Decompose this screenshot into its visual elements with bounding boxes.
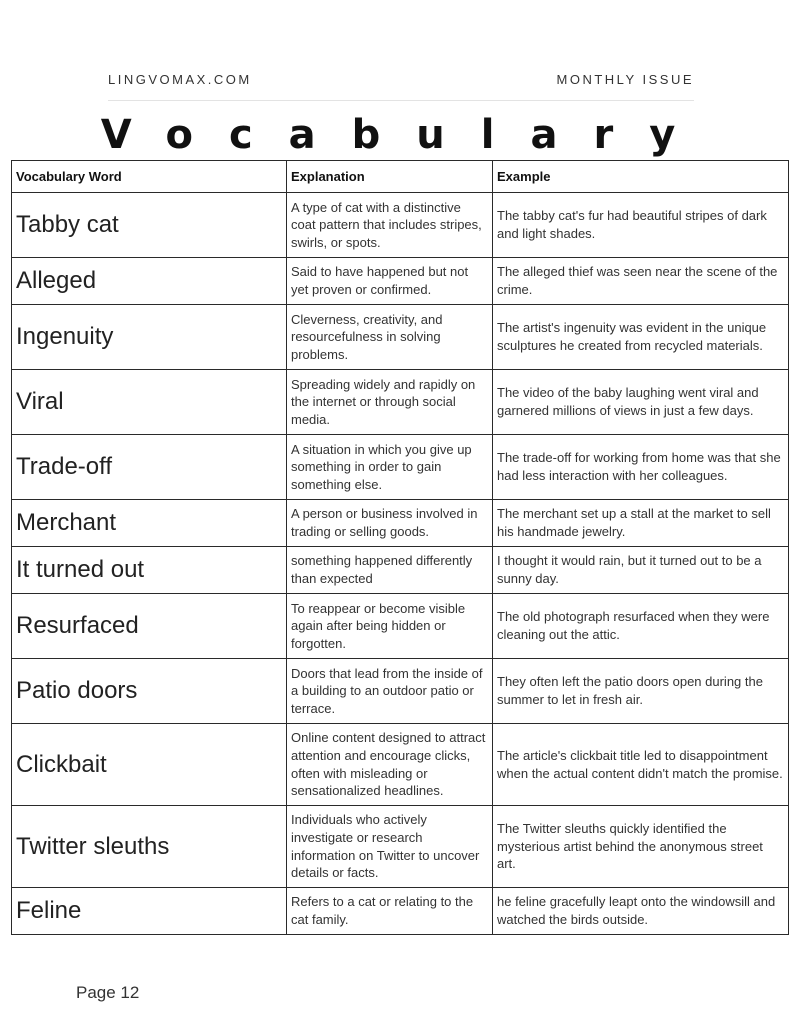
vocabulary-word: Viral bbox=[12, 370, 287, 435]
explanation-cell: something happened differently than expected bbox=[287, 547, 493, 594]
table-row bbox=[12, 258, 789, 305]
explanation-cell: A type of cat with a distinctive coat pattern that includes stripes, swirls, or spots. bbox=[287, 193, 493, 258]
vocabulary-word: Twitter sleuths bbox=[12, 806, 287, 888]
column-header-explanation: Explanation bbox=[287, 161, 493, 193]
explanation-cell: Said to have happened but not yet proven or confirmed. bbox=[287, 258, 493, 305]
vocabulary-table bbox=[11, 160, 789, 935]
vocabulary-word: It turned out bbox=[12, 547, 287, 594]
example-cell: The tabby cat's fur had beautiful stripes of dark and light shades. bbox=[493, 193, 789, 258]
explanation-cell: Online content designed to attract attention and encourage clicks, often with misleading or sensationalized headlines. bbox=[287, 724, 493, 806]
example-cell: he feline gracefully leapt onto the windowsill and watched the birds outside. bbox=[493, 888, 789, 935]
table-row bbox=[12, 888, 789, 935]
table-row bbox=[12, 806, 789, 888]
example-cell: The old photograph resurfaced when they were cleaning out the attic. bbox=[493, 594, 789, 659]
example-cell: The video of the baby laughing went viral and garnered millions of views in just a few days. bbox=[493, 370, 789, 435]
header-divider bbox=[108, 100, 694, 101]
explanation-cell: Cleverness, creativity, and resourcefulness in solving problems. bbox=[287, 305, 493, 370]
table-row bbox=[12, 547, 789, 594]
example-cell: I thought it would rain, but it turned out to be a sunny day. bbox=[493, 547, 789, 594]
table-row bbox=[12, 500, 789, 547]
table-row bbox=[12, 659, 789, 724]
site-name: LINGVOMAX.COM bbox=[108, 72, 252, 87]
table-row bbox=[12, 724, 789, 806]
vocabulary-word: Patio doors bbox=[12, 659, 287, 724]
table-row bbox=[12, 193, 789, 258]
table-row bbox=[12, 435, 789, 500]
example-cell: The Twitter sleuths quickly identified the mysterious artist behind the anonymous street art. bbox=[493, 806, 789, 888]
explanation-cell: A situation in which you give up something in order to gain something else. bbox=[287, 435, 493, 500]
vocabulary-word: Resurfaced bbox=[12, 594, 287, 659]
explanation-cell: Spreading widely and rapidly on the internet or through social media. bbox=[287, 370, 493, 435]
vocabulary-word: Feline bbox=[12, 888, 287, 935]
vocabulary-word: Trade-off bbox=[12, 435, 287, 500]
vocabulary-word: Clickbait bbox=[12, 724, 287, 806]
vocabulary-word: Alleged bbox=[12, 258, 287, 305]
explanation-cell: Refers to a cat or relating to the cat family. bbox=[287, 888, 493, 935]
issue-label: MONTHLY ISSUE bbox=[556, 72, 694, 87]
explanation-cell: A person or business involved in trading or selling goods. bbox=[287, 500, 493, 547]
page-title: Vocabulary bbox=[100, 112, 712, 158]
column-header-word: Vocabulary Word bbox=[12, 161, 287, 193]
example-cell: The artist's ingenuity was evident in the unique sculptures he created from recycled materials. bbox=[493, 305, 789, 370]
example-cell: The alleged thief was seen near the scene of the crime. bbox=[493, 258, 789, 305]
explanation-cell: Doors that lead from the inside of a building to an outdoor patio or terrace. bbox=[287, 659, 493, 724]
vocabulary-word: Merchant bbox=[12, 500, 287, 547]
table-header-row bbox=[12, 161, 789, 193]
explanation-cell: Individuals who actively investigate or research information on Twitter to uncover details or facts. bbox=[287, 806, 493, 888]
example-cell: The article's clickbait title led to disappointment when the actual content didn't match the promise. bbox=[493, 724, 789, 806]
explanation-cell: To reappear or become visible again after being hidden or forgotten. bbox=[287, 594, 493, 659]
table-row bbox=[12, 594, 789, 659]
vocabulary-word: Ingenuity bbox=[12, 305, 287, 370]
vocabulary-word: Tabby cat bbox=[12, 193, 287, 258]
column-header-example: Example bbox=[493, 161, 789, 193]
table-row bbox=[12, 370, 789, 435]
example-cell: The trade-off for working from home was that she had less interaction with her colleagues. bbox=[493, 435, 789, 500]
page-number: Page 12 bbox=[76, 983, 140, 1002]
table-row bbox=[12, 305, 789, 370]
example-cell: They often left the patio doors open during the summer to let in fresh air. bbox=[493, 659, 789, 724]
example-cell: The merchant set up a stall at the market to sell his handmade jewelry. bbox=[493, 500, 789, 547]
